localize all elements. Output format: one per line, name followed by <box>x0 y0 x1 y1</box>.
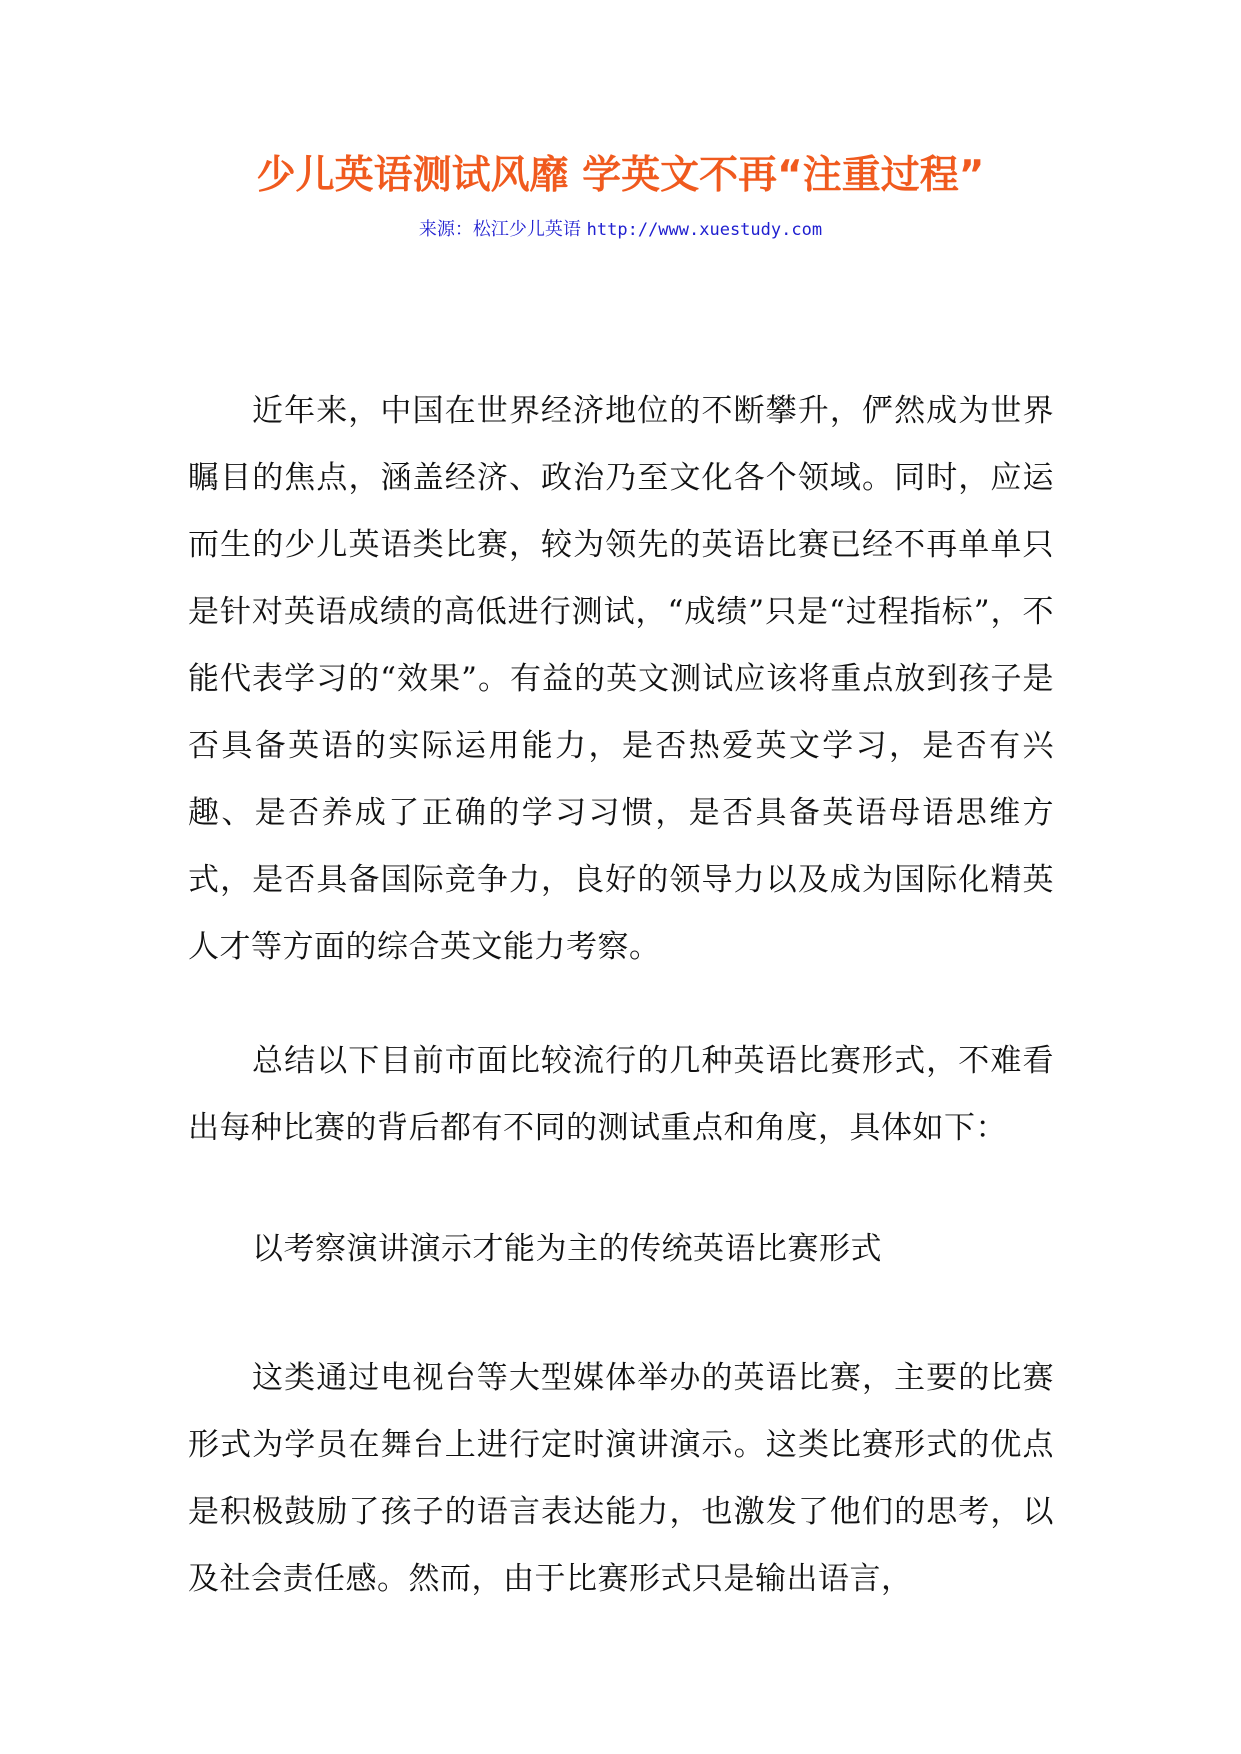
paragraph-summary: 总结以下目前市面比较流行的几种英语比赛形式，不难看出每种比赛的背后都有不同的测试重点和角度，具体如下： <box>188 1043 1054 1146</box>
source-label: 来源：松江少儿英语 <box>418 219 581 240</box>
section-heading: 以考察演讲演示才能为主的传统英语比赛形式 <box>252 1231 882 1267</box>
document-title: 少儿英语测试风靡 学英文不再“注重过程” <box>256 153 985 198</box>
source-line <box>0 218 1241 242</box>
paragraph-traditional-contest: 这类通过电视台等大型媒体举办的英语比赛，主要的比赛形式为学员在舞台上进行定时演讲演示。这类比赛形式的优点是积极鼓励了孩子的语言表达能力，也激发了他们的思考，以及社会责任感。然而，由于比赛形式只是输出语言， <box>188 1360 1054 1597</box>
source-url-link[interactable]: http://www.xuestudy.com <box>586 220 823 240</box>
paragraph-intro: 近年来，中国在世界经济地位的不断攀升，俨然成为世界瞩目的焦点，涵盖经济、政治乃至文化各个领域。同时，应运而生的少儿英语类比赛，较为领先的英语比赛已经不再单单只是针对英语成绩的高低进行测试，“成绩”只是“过程指标”，不能代表学习的“效果”。有益的英文测试应该将重点放到孩子是否具备英语的实际运用能力，是否热爱英文学习，是否有兴趣、是否养成了正确的学习习惯，是否具备英语母语思维方式，是否具备国际竞争力，良好的领导力以及成为国际化精英人才等方面的综合英文能力考察。 <box>188 393 1054 965</box>
